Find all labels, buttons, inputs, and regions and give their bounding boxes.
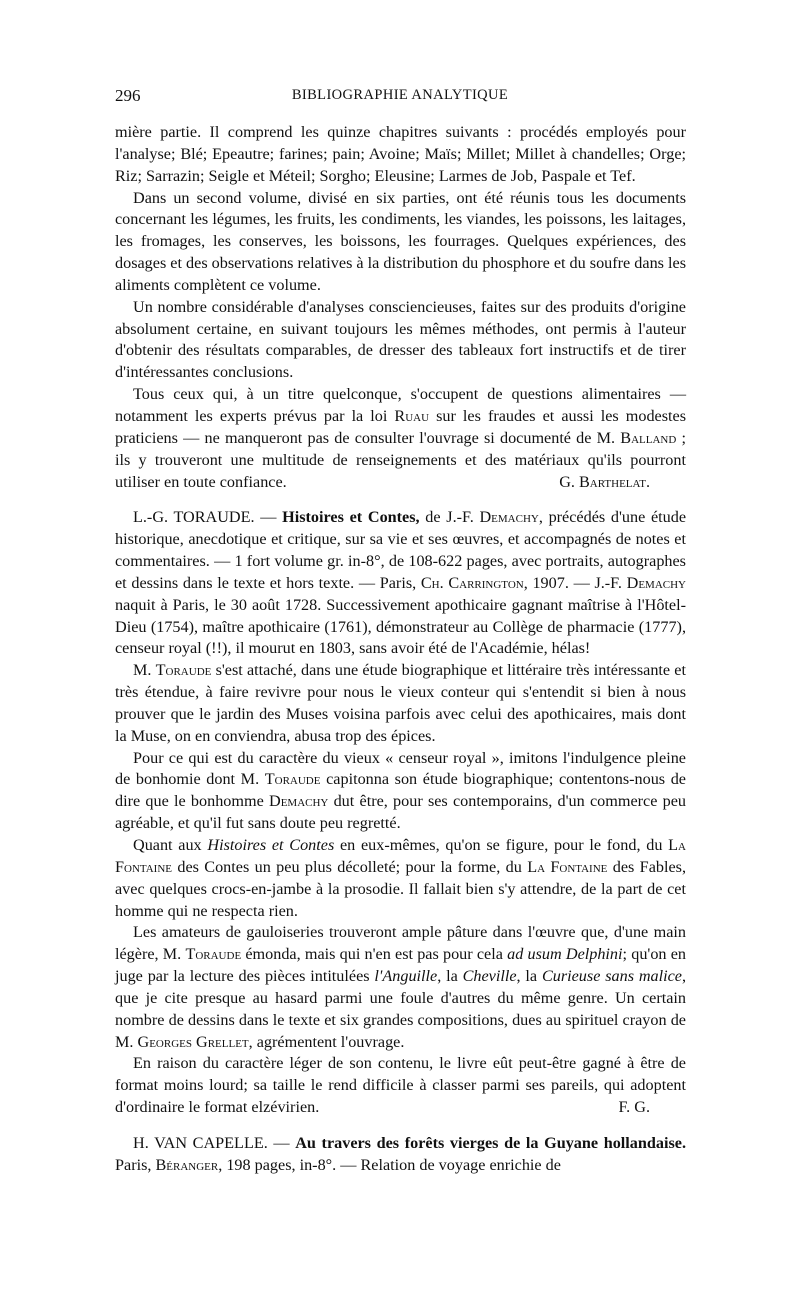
book-title: Au travers des forêts vierges de la Guyane hollandaise. bbox=[295, 1133, 687, 1152]
person-name: Balland bbox=[620, 428, 677, 447]
publisher-name: Ch. Carrington bbox=[420, 573, 524, 592]
page-number: 296 bbox=[115, 86, 141, 105]
italic-title: l'Anguille bbox=[374, 967, 438, 986]
person-name: La Fontaine bbox=[115, 836, 686, 876]
body-text bbox=[115, 122, 686, 1177]
review-paragraph: Un nombre considérable d'analyses consciencieuses, faites sur des produits d'origine absolument certaine, en suivant toujours les mêmes méthodes, ont permis à l'auteur d'obtenir des résultats comparables, de dresser des tableaux fort instructifs et de tirer d'intéressantes conclusions. bbox=[115, 297, 686, 382]
review-paragraph: En raison du caractère léger de son contenu, le livre eût peut-être gagné à être de format moins lourd; sa taille le rend difficile à classer parmi ses pareils, qui adoptent d'ordinaire le format elzévirien. F. G. bbox=[115, 1053, 686, 1119]
person-name: Toraude bbox=[155, 661, 212, 680]
review-heading: L.-G. TORAUDE. — Histoires et Contes, de J.-F. Demachy, précédés d'une étude historique, anecdotique et critique, sur sa vie et ses œuvres, et accompagnés de notes et commentaires. — 1 fort volume gr. in-8°, de 108-622 pages, avec portraits, autographes et dessins dans le texte et hors texte. — Paris, Ch. Carrington, 1907. — J.-F. Demachy naquit à Paris, le 30 août 1728. Successivement apothicaire gagnant maîtrise à l'Hôtel-Dieu (1754), maître apothicaire (1761), démonstrateur au Collège de pharmacie (1777), censeur royal (!!), il mourut en 1803, sans avoir été de l'Académie, hélas! bbox=[115, 508, 687, 658]
review-paragraph: mière partie. Il comprend les quinze chapitres suivants : procédés employés pour l'analyse; Blé; Epeautre; farines; pain; Avoine; Maïs; Millet; Millet à chandelles; Orge; Riz; Sarrazin; Seigle et Méteil; Sorgho; Eleusine; Larmes de Job, Paspale et Tef. bbox=[115, 123, 686, 185]
person-name: Ruau bbox=[394, 406, 430, 425]
reviewer-signature: G. Barthelat. bbox=[559, 472, 650, 491]
publisher-name: Béranger bbox=[155, 1155, 219, 1174]
review-heading: H. VAN CAPELLE. — Au travers des forêts vierges de la Guyane hollandaise. Paris, Béranger, 198 pages, in-8°. — Relation de voyage enrichie de bbox=[115, 1133, 687, 1174]
italic-title: Curieuse sans malice bbox=[541, 967, 682, 986]
person-name: Demachy bbox=[269, 792, 329, 811]
review-paragraph: Dans un second volume, divisé en six parties, ont été réunis tous les documents concernant les légumes, les fruits, les condiments, les viandes, les poissons, les laitages, les fromages, les conserves, les boissons, les fourrages. Quelques expériences, des dosages et des observations relatives à la distribution du phosphore et du soufre dans les aliments complètent ce volume. bbox=[115, 188, 686, 294]
book-author: H. VAN CAPELLE. bbox=[133, 1133, 268, 1152]
book-title: Histoires et Contes, bbox=[282, 508, 420, 527]
running-head bbox=[115, 86, 685, 112]
person-name: Toraude bbox=[264, 770, 321, 789]
person-name: Demachy bbox=[479, 508, 539, 527]
italic-title: Cheville bbox=[462, 967, 517, 986]
review-paragraph: Quant aux Histoires et Contes en eux-mêmes, qu'on se figure, pour le fond, du La Fontaine des Contes un peu plus décolleté; pour la forme, du La Fontaine des Fables, avec quelques crocs-en-jambe à la prosodie. Il fallait bien s'y attendre, de la part de cet homme qui ne respecta rien. bbox=[115, 836, 686, 920]
person-name: Georges Grellet bbox=[137, 1032, 249, 1051]
review-paragraph: Pour ce qui est du caractère du vieux « censeur royal », imitons l'indulgence pleine de bonhomie dont M. Toraude capitonna son étude biographique; contentons-nous de dire que le bonhomme Demachy dut être, pour ses contemporains, d'un commerce peu agréable, et qu'il fut sans doute peu regretté. bbox=[115, 748, 686, 833]
running-title: BIBLIOGRAPHIE ANALYTIQUE bbox=[291, 87, 509, 103]
italic-phrase: ad usum Delphini bbox=[507, 945, 623, 964]
person-name: Toraude bbox=[185, 945, 242, 964]
person-name: Demachy bbox=[626, 573, 686, 592]
italic-title: Histoires et Contes bbox=[207, 836, 335, 854]
review-paragraph: Tous ceux qui, à un titre quelconque, s'occupent de questions alimentaires — notamment les experts prévus par la loi Ruau sur les fraudes et aussi les modestes praticiens — ne manqueront pas de consulter l'ouvrage si documenté de M. Balland ; ils y trouveront une multitude de renseignements et des matériaux qu'ils pourront utiliser en toute confiance. G. Barthelat. bbox=[115, 384, 686, 493]
person-name: La Fontaine bbox=[527, 857, 608, 876]
book-author: L.-G. TORAUDE. bbox=[133, 508, 255, 527]
reviewer-signature: F. G. bbox=[618, 1098, 650, 1117]
review-paragraph: Les amateurs de gauloiseries trouveront ample pâture dans l'œuvre que, d'une main légère, M. Toraude émonda, mais qui n'en est pas pour cela ad usum Delphini; qu'on en juge par la lecture des pièces intitulées l'Anguille, la Cheville, la Curieuse sans malice, que je cite presque au hasard parmi une foule d'autres du même genre. Un certain nombre de dessins dans le texte et six grandes compositions, dues au spirituel crayon de M. Georges Grellet, agrémentent l'ouvrage. bbox=[115, 923, 687, 1051]
review-paragraph: M. Toraude s'est attaché, dans une étude biographique et littéraire très intéressante et très étendue, à faire revivre pour nous le vieux conteur qui s'entendit si bien à nous prouver que le jardin des Muses voisina parfois avec celui des apothicaires, mais dont la Muse, on en conviendra, abusa trop des épices. bbox=[115, 661, 686, 745]
